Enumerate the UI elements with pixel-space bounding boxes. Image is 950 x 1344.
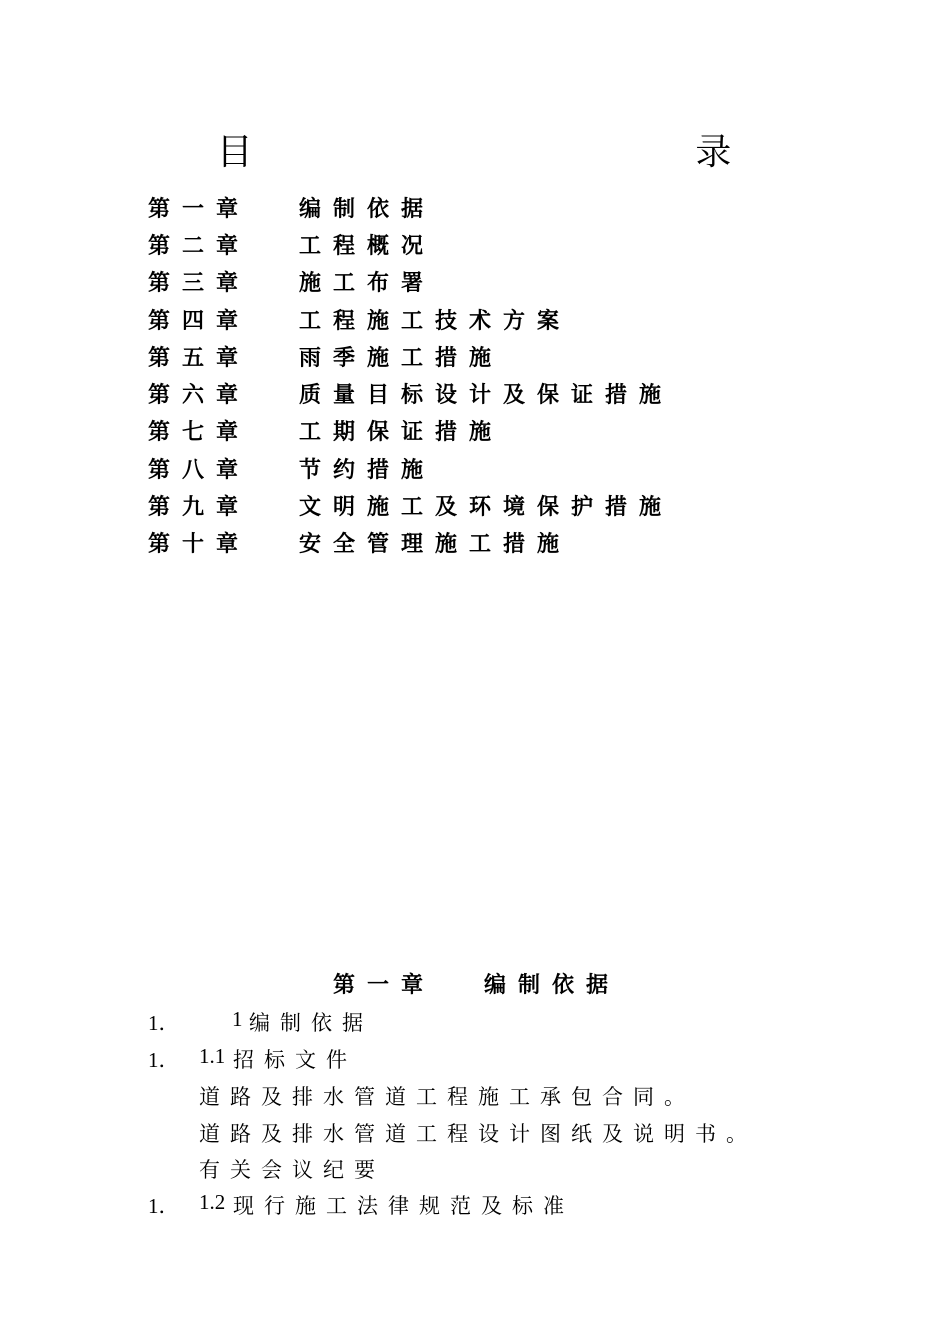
section-title: 现行施工法律规范及标准: [233, 1194, 574, 1218]
chapter-number: 第一章: [333, 973, 436, 998]
toc-chapter-title: 工期保证措施: [299, 420, 504, 445]
toc-chapter-title: 安全管理施工措施: [299, 532, 572, 557]
toc-chapter-number: 第一章: [148, 197, 251, 222]
toc-chapter-number: 第十章: [148, 532, 251, 557]
body-text: 道路及排水管道工程施工承包合同。: [199, 1085, 695, 1109]
section-number: 1.2: [199, 1190, 226, 1214]
toc-chapter-title: 质量目标设计及保证措施: [299, 383, 674, 408]
toc-chapter-title: 工程概况: [299, 234, 436, 259]
toc-chapter-number: 第四章: [148, 309, 251, 334]
section-prefix: 1．: [148, 1194, 180, 1218]
toc-chapter-number: 第九章: [148, 495, 251, 520]
body-text: 道路及排水管道工程设计图纸及说明书。: [199, 1122, 757, 1146]
section-title: 编制依据: [249, 1011, 373, 1035]
toc-chapter-title: 节约措施: [299, 458, 436, 483]
toc-chapter-number: 第七章: [148, 420, 251, 445]
toc-chapter-title: 工程施工技术方案: [299, 309, 572, 334]
toc-title: 目 录: [216, 132, 734, 173]
toc-chapter-number: 第三章: [148, 271, 251, 296]
section-title: 招标文件: [233, 1048, 357, 1072]
toc-chapter-number: 第二章: [148, 234, 251, 259]
toc-chapter-title: 施工布署: [299, 271, 436, 296]
section-number: 1: [232, 1007, 243, 1031]
section-prefix: 1．: [148, 1011, 180, 1035]
toc-chapter-number: 第八章: [148, 458, 251, 483]
chapter-heading: [0, 968, 950, 1000]
toc-chapter-number: 第五章: [148, 346, 251, 371]
body-text: 有关会议纪要: [199, 1158, 385, 1182]
toc-chapter-title: 编制依据: [299, 197, 436, 222]
toc-chapter-title: 文明施工及环境保护措施: [299, 495, 674, 520]
chapter-title: 编制依据: [484, 973, 621, 998]
section-prefix: 1．: [148, 1048, 180, 1072]
toc-chapter-title: 雨季施工措施: [299, 346, 504, 371]
toc-chapter-number: 第六章: [148, 383, 251, 408]
section-number: 1.1: [199, 1044, 226, 1068]
